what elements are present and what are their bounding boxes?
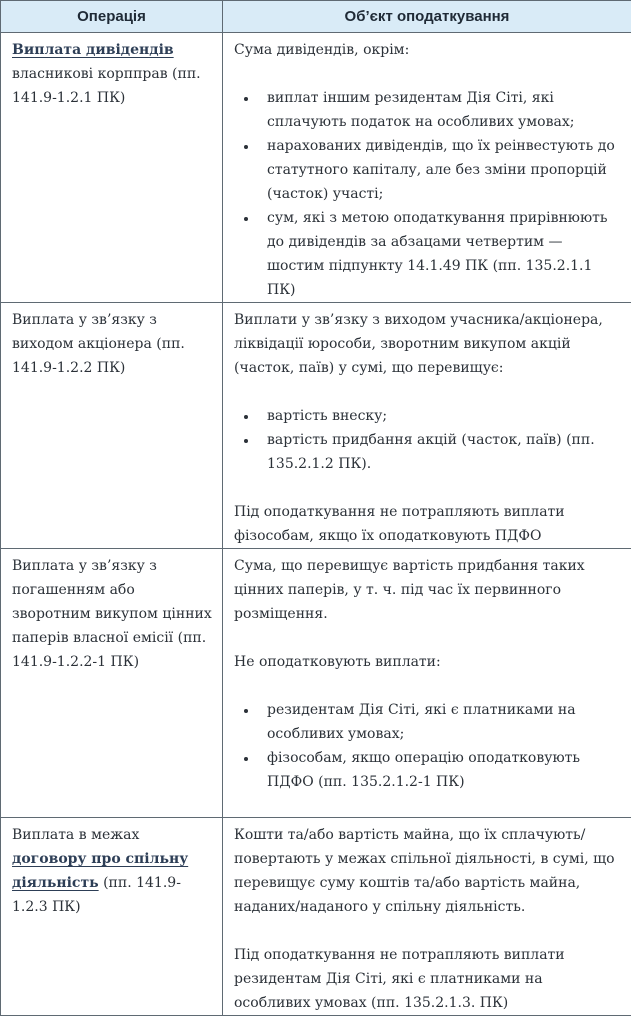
tax-object-cell	[223, 549, 631, 818]
table-row	[1, 549, 631, 818]
operation-prefix: Виплата в межах	[12, 827, 139, 843]
list-item: • нарахованих дивідендів, що їх реінвестують до статутного капіталу, але без зміни пропорцій (часток) участі;	[258, 134, 622, 206]
joint-activity-link[interactable]: договору про спільну діяльність	[12, 851, 188, 891]
list-item: • фізособам, якщо операцію оподатковують ПДФО (пп. 135.2.1.2-1 ПК)	[258, 746, 622, 794]
tax-object-note: Під оподаткування не потрапляють виплати резидентам Дія Сіті, які є платниками на особливих умовах (пп. 135.2.1.3. ПК)	[234, 943, 622, 1015]
table-row	[1, 818, 631, 1016]
table-header-row	[1, 1, 631, 33]
tax-object-cell	[223, 818, 631, 1016]
operation-cell	[1, 303, 223, 549]
list-item: • резидентам Дія Сіті, які є платниками на особливих умовах;	[258, 698, 622, 746]
operation-text: власникові корпправ (пп. 141.9-1.2.1 ПК)	[12, 66, 201, 106]
dividends-link[interactable]: Виплата дивідендів	[12, 42, 174, 58]
tax-object-intro: Виплати у зв’язку з виходом учасника/акціонера, ліквідації юрособи, зворотним викупом акцій (часток, паїв) у сумі, що перевищує:	[234, 308, 622, 380]
tax-object-note: Під оподаткування не потрапляють виплати фізособам, якщо їх оподатковують ПДФО	[234, 500, 622, 548]
exceptions-list	[234, 698, 622, 794]
tax-object-intro: Сума, що перевищує вартість придбання таких цінних паперів, у т. ч. під час їх первинного розміщення.	[234, 554, 622, 626]
tax-object-cell	[223, 33, 631, 303]
operation-text: Виплата у зв’язку з погашенням або зворотним викупом цінних паперів власної емісії (пп. 141.9-1.2.2-1 ПК)	[12, 558, 212, 670]
operation-text: Виплата у зв’язку з виходом акціонера (пп. 141.9-1.2.2 ПК)	[12, 312, 185, 376]
operation-cell	[1, 818, 223, 1016]
header-tax-object: Об’єкт оподаткування	[223, 1, 631, 33]
exceptions-list	[234, 86, 622, 302]
operation-cell	[1, 33, 223, 303]
tax-object-note: Не оподатковують виплати:	[234, 650, 622, 674]
operation-suffix: (пп. 141.9-1.2.3 ПК)	[12, 875, 181, 915]
tax-object-cell	[223, 303, 631, 549]
table-row	[1, 303, 631, 549]
tax-object-intro: Сума дивідендів, окрім:	[234, 38, 622, 62]
table-row	[1, 33, 631, 303]
header-operation: Операція	[1, 1, 223, 33]
list-item: • сум, які з метою оподаткування прирівнюють до дивідендів за абзацами четвертим — шостим підпункту 14.1.49 ПК (пп. 135.2.1.1 ПК)	[258, 206, 622, 302]
tax-object-intro: Кошти та/або вартість майна, що їх сплачують/повертають у межах спільної діяльності, в сумі, що перевищує суму коштів та/або вартість майна, наданих/наданого у спільну діяльність.	[234, 823, 622, 919]
list-item: • вартість придбання акцій (часток, паїв) (пп. 135.2.1.2 ПК).	[258, 428, 622, 476]
operation-cell	[1, 549, 223, 818]
list-item: • виплат іншим резидентам Дія Сіті, які сплачують податок на особливих умовах;	[258, 86, 622, 134]
conditions-list	[234, 404, 622, 476]
list-item: • вартість внеску;	[258, 404, 622, 428]
